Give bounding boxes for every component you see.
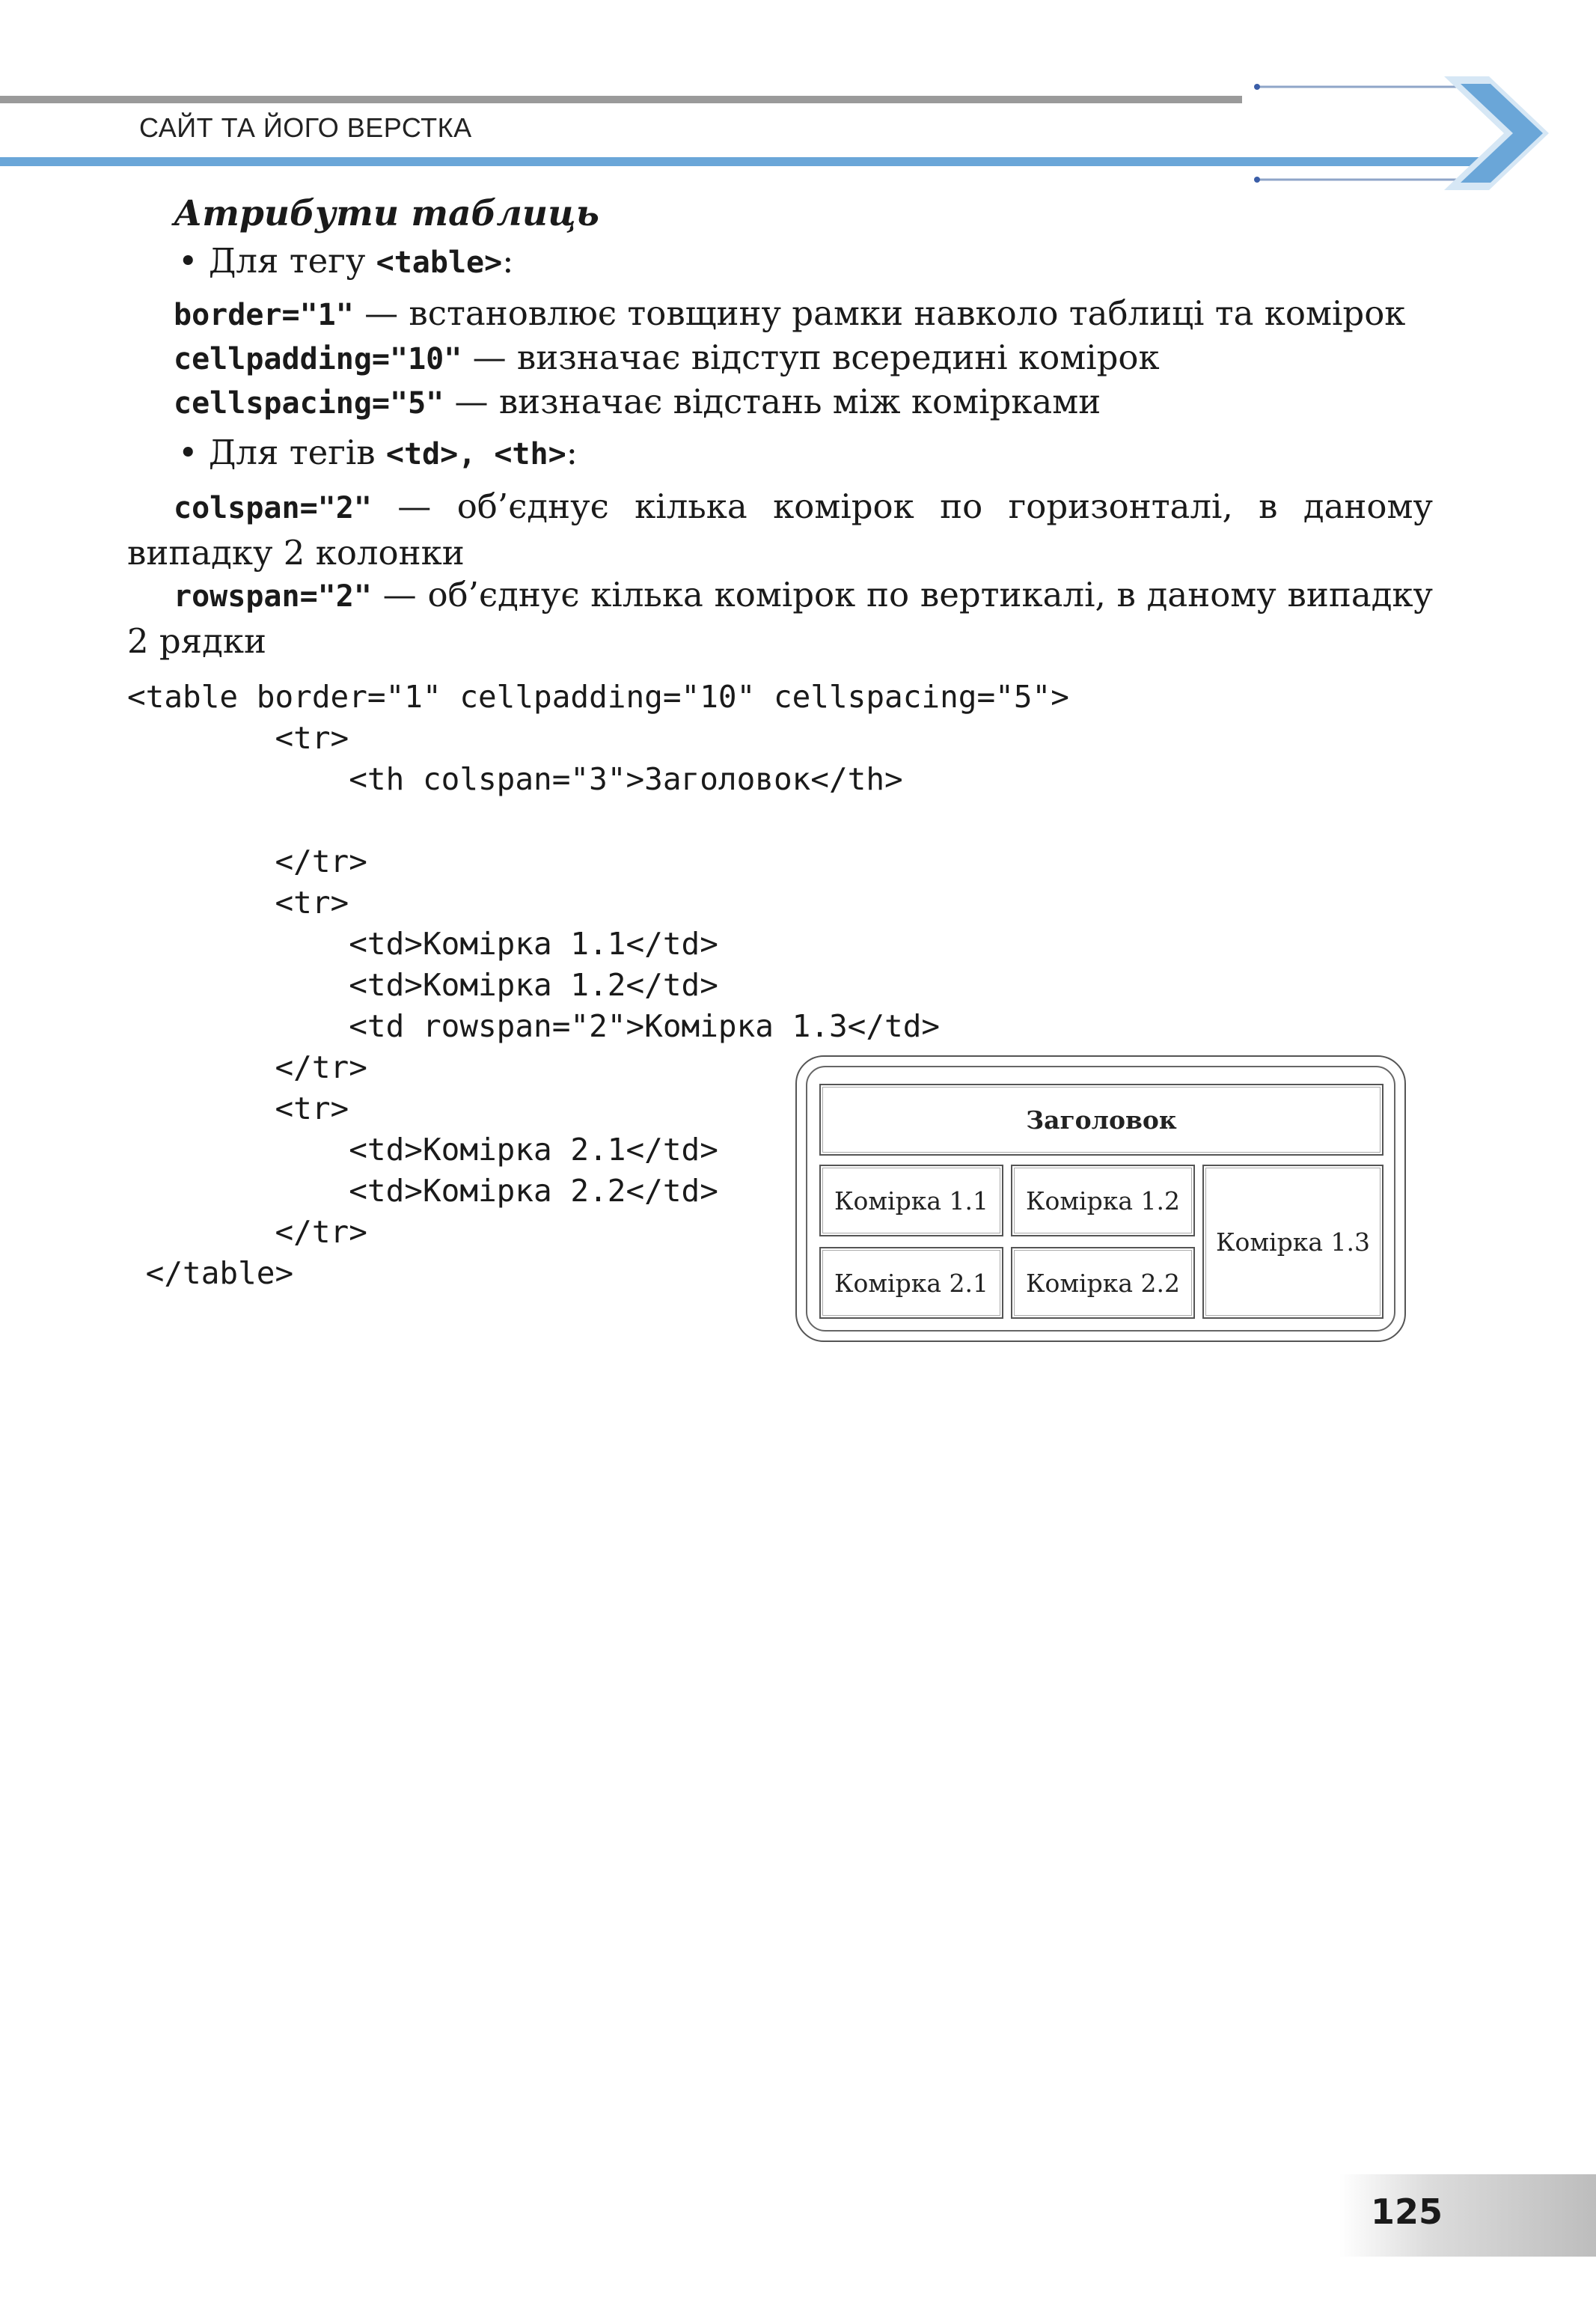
page-number: 125 [1371, 2191, 1443, 2232]
chevron-arrow-icon [1220, 67, 1556, 195]
code-line: </table> [127, 1255, 294, 1291]
attr-cellpadding-line [174, 338, 1160, 377]
code-line: <td>Комірка 1.1</td> [127, 926, 718, 962]
code-line: <td>Комірка 2.1</td> [127, 1132, 718, 1168]
rowspan-paragraph [127, 573, 1433, 663]
code-line: </tr> [127, 844, 367, 879]
code-line: <th colspan="3">Заголовок</th> [127, 761, 903, 797]
preview-cell-1-1: Комірка 1.1 [819, 1165, 1003, 1236]
bullet-suffix: : [566, 433, 578, 472]
code-line: </tr> [127, 1214, 367, 1250]
bullet-text: • Для тегу [178, 241, 376, 281]
attr-description: — об’єднує кілька комірок по вертикалі, в даному випадку 2 рядки [127, 575, 1433, 661]
inline-code: <table> [376, 245, 503, 280]
running-header-title: САЙТ ТА ЙОГО ВЕРСТКА [139, 112, 472, 143]
attr-description: — об’єднує кілька комірок по горизонталі, в даному випадку 2 колонки [127, 486, 1433, 573]
code-line: <tr> [127, 720, 349, 756]
bullet-suffix: : [502, 241, 514, 281]
attr-code: cellspacing="5" [174, 386, 444, 421]
attr-code: colspan="2" [174, 491, 372, 525]
colspan-paragraph [127, 484, 1433, 575]
code-line: <tr> [127, 885, 349, 921]
code-line: <tr> [127, 1091, 349, 1126]
code-line: </tr> [127, 1049, 367, 1085]
attr-code: cellpadding="10" [174, 342, 462, 376]
inline-code: <td>, <th> [385, 437, 566, 472]
attr-description: — визначає відступ всередині комірок [462, 338, 1160, 377]
section-heading: Атрибути таблиць [174, 193, 599, 234]
bullet-text: • Для тегів [178, 433, 386, 472]
preview-cell-2-1: Комірка 2.1 [819, 1247, 1003, 1319]
preview-cell-1-2: Комірка 1.2 [1011, 1165, 1195, 1236]
preview-cell-2-2: Комірка 2.2 [1011, 1247, 1195, 1319]
table-preview-frame [795, 1055, 1406, 1342]
attr-description: — визначає відстань між комірками [444, 382, 1101, 421]
attr-border-line [174, 293, 1405, 333]
preview-cell-1-3: Комірка 1.3 [1202, 1165, 1383, 1319]
code-line: <td>Комірка 1.2</td> [127, 967, 718, 1003]
code-line: <td>Комірка 2.2</td> [127, 1173, 718, 1209]
attr-cellspacing-line [174, 382, 1101, 421]
attr-code: rowspan="2" [174, 579, 372, 614]
code-line: <td rowspan="2">Комірка 1.3</td> [127, 1008, 941, 1044]
preview-header-cell: Заголовок [819, 1084, 1383, 1156]
header-gray-rule [0, 96, 1242, 103]
attr-description: — встановлює товщину рамки навколо таблиці та комірок [353, 293, 1406, 333]
bullet-table-tag [178, 241, 513, 281]
bullet-td-th-tags [178, 433, 578, 472]
attr-code: border="1" [174, 298, 354, 332]
code-line: <table border="1" cellpadding="10" cellspacing="5"> [127, 679, 1069, 715]
